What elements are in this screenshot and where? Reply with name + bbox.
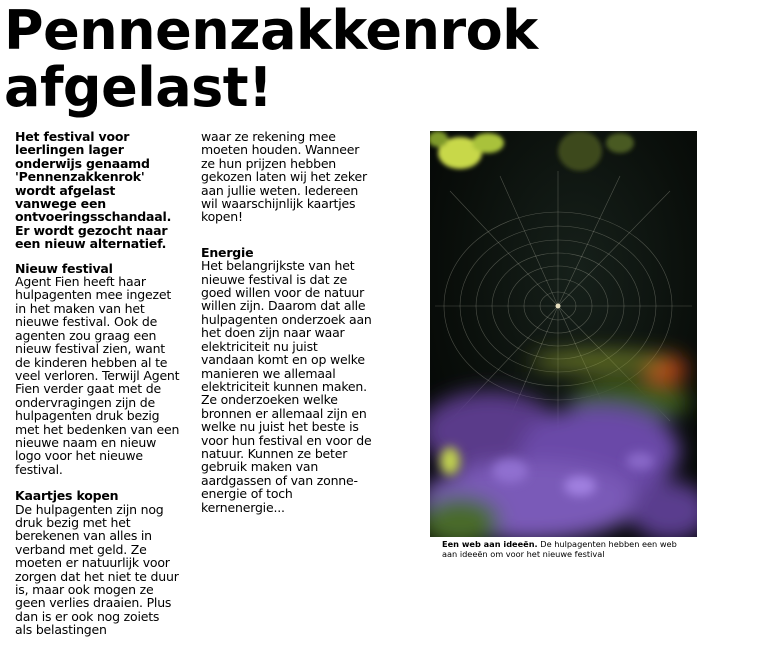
spiderweb-photo bbox=[430, 131, 697, 537]
headline-line-1: Pennenzakkenrok bbox=[4, 0, 538, 62]
section-body-nieuw-festival: Agent Fien heeft haar hulpagenten mee ingezet in het maken van het nieuwe festival. Ook de agenten zou graag een nieuw festival zien, want de kinderen hebben al te veel verloren. Terwijl Agent Fien verder gaat met de ondervragingen zijn de hulpagenten druk bezig met het bedenken van een nieuwe naam en nieuw logo voor het nieuwe festival. bbox=[15, 274, 180, 477]
caption-text: De hulpagenten hebben een web aan ideeën om voor het nieuwe festival bbox=[442, 539, 677, 559]
caption-title: Een web aan ideeën. bbox=[442, 539, 538, 549]
article-column-2 bbox=[201, 130, 373, 527]
section-body-kaartjes-kopen-part-2: waar ze rekening mee moeten houden. Wanneer ze hun prijzen hebben gekozen laten wij het zeker aan jullie weten. Iedereen wil waarschijnlijk kaartjes kopen! bbox=[201, 129, 367, 225]
section-heading-nieuw-festival: Nieuw festival bbox=[15, 260, 113, 276]
lead-paragraph: Het festival voor leerlingen lager onderwijs genaamd 'Pennenzakkenrok' wordt afgelast vanwege een ontvoeringsschandaal. Er wordt gezocht naar een nieuw alternatief. bbox=[15, 129, 172, 252]
section-heading-kaartjes-kopen: Kaartjes kopen bbox=[15, 488, 119, 504]
headline-line-2: afgelast! bbox=[4, 56, 273, 119]
headline bbox=[4, 0, 624, 119]
section-body-energie: Het belangrijkste van het nieuwe festival is dat ze goed willen voor de natuur willen zijn. Daarom dat alle hulpagenten onderzoek aan het doen zijn naar waar elektriciteit nu juist vandaan komt en op welke manieren we allemaal elektriciteit kunnen maken. Ze onderzoeken welke bronnen er allemaal zijn en welke nu juist het beste is voor hun festival en voor de natuur. Kunnen ze beter gebruik maken van aardgassen of van zonne-energie of toch kernenergie... bbox=[201, 258, 372, 515]
section-heading-energie: Energie bbox=[201, 244, 254, 260]
section-body-kaartjes-kopen-part-1: De hulpagenten zijn nog druk bezig met het berekenen van alles in verband met geld. Ze moeten er natuurlijk voor zorgen dat het niet te duur is, maar ook mogen ze geen verlies draaien. Plus dan is er ook nog zoiets als belastingen bbox=[15, 501, 179, 638]
photo-caption bbox=[442, 539, 682, 559]
article-column-1 bbox=[15, 130, 180, 650]
